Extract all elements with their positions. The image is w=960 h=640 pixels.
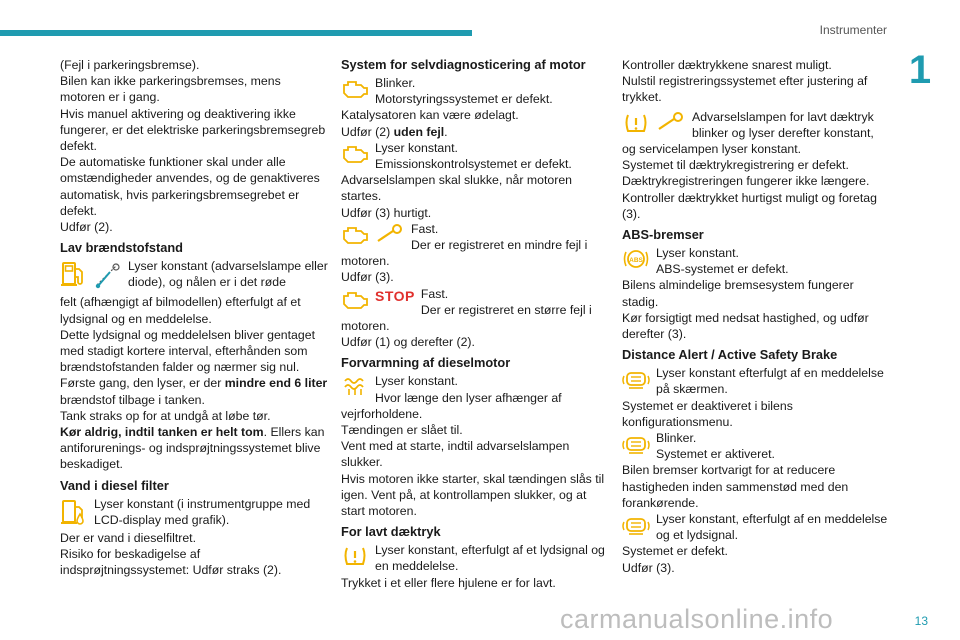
engine-icon [341, 223, 369, 249]
glow-plug-icon [341, 375, 369, 401]
fuel-never-empty: Kør aldrig, indtil tanken er helt tom. Ellers kan antiforurenings- og indsprøjtningssystemet blive beskadiget. [60, 425, 325, 472]
fuel-heading: Lav brændstofstand [60, 240, 184, 256]
stop-icon: STOP [375, 287, 415, 304]
header-accent-bar [0, 30, 472, 36]
fuel-gauge-icon [92, 260, 122, 294]
distance-alert-row-2: Blinker. Systemet er aktiveret. [622, 430, 890, 462]
abs-icon [622, 247, 650, 275]
water-in-diesel-icon [60, 498, 88, 530]
diag-major-fault-row: STOP Fast. Der er registreret en større fejl i [341, 286, 609, 318]
engine-diag-heading: System for selvdiagnosticering af motor [341, 57, 586, 72]
abs-row: ABS Lyser konstant. ABS-systemet er defekt. [622, 245, 890, 277]
tyre-pressure-icon [622, 111, 650, 141]
engine-icon [341, 142, 369, 168]
diag-minor-fault-row: Fast. Der er registreret en mindre fejl i [341, 221, 609, 253]
water-diesel-row: Lyser konstant (i instrumentgruppe med LCD-display med grafik). [60, 496, 328, 530]
distance-alert-icon [622, 432, 650, 462]
tpms-fault-row: Advarselslampen for lavt dæktryk blinker og lyser derefter konstant, [622, 109, 890, 141]
engine-icon [341, 288, 369, 314]
fuel-first-time: Første gang, den lyser, er der mindre end 6 liter brændstof tilbage i tanken. [60, 376, 328, 407]
tyre-pressure-heading: For lavt dæktryk [341, 524, 441, 540]
engine-icon [341, 77, 369, 103]
section-title: Instrumenter [819, 23, 887, 37]
diag-emission-row: Lyser konstant. Emissionskontrolsystemet er defekt. [341, 140, 609, 172]
fuel-pump-icon [60, 260, 86, 292]
tyre-pressure-row: Lyser konstant, efterfulgt af et lydsignal og en meddelelse. [341, 542, 609, 574]
distance-alert-heading: Distance Alert / Active Safety Brake [622, 347, 838, 363]
tyre-pressure-icon [341, 544, 369, 574]
diag-blink-row: Blinker. Motorstyringssystemet er defekt. [341, 75, 609, 107]
glow-plug-row: Lyser konstant. Hvor længe den lyser afhænger af [341, 373, 609, 405]
distance-alert-row-3: Lyser konstant, efterfulgt af en meddelelse og et lydsignal. [622, 511, 890, 543]
page-number: 13 [914, 614, 928, 628]
column-1: (Fejl i parkeringsbremse). Bilen kan ikke parkeringsbremses, mens motoren er i gang. Hvis manuel aktivering og deaktivering ikke fungerer, er det elektriske parkeringsbremsegreb defekt. De automatiske funktioner skal under alle omstændigheder anvendes, og de genaktiveres automatisk, hvis parkeringsbremsegrebet er defekt. Udfør (2). Lav brændstofstand Lyser konstant (advarselslampe eller diode), og nålen er i det røde felt (afhængigt af bilmodellen) efterfulgt af et lydsignal og en meddelelse. Dette lydsignal og meddelelsen bliver gentaget med stadigt kortere interval, efterhånden som brændstofstanden falder og nærmer sig nul. Første gang, den lyser, er der mindre end 6 liter brændstof tilbage i tanken. Tank straks op for at undgå at løbe tør. Kør aldrig, indtil tanken er helt tom. Ellers kan antiforurenings- og indsprøjtningssystemet blive beskadiget. Vand i diesel filter Lyser konstant (i instrumentgruppe med LCD-display med grafik). Der er vand i dieselfiltret. Risiko for beskadigelse af indsprøjtningssystemet: Udfør straks (2). [60, 58, 328, 578]
fuel-icon-description: Lyser konstant (advarselslampe eller diode), og nålen er i det røde [128, 259, 328, 290]
fuel-warning-row [60, 258, 328, 294]
glow-plug-heading: Forvarmning af dieselmotor [341, 355, 511, 371]
wrench-icon [375, 223, 405, 249]
distance-alert-icon [622, 367, 650, 397]
svg-text:ABS: ABS [629, 257, 643, 265]
chapter-number: 1 [908, 48, 932, 92]
column-2: System for selvdiagnosticering af motor Blinker. Motorstyringssystemet er defekt. Katalysatoren kan være ødelagt. Udfør (2) uden fejl. Lyser konstant. Emissionskontrolsystemet er defekt. Advarselslampen skal slukke, når motoren startes. Udfør (3) hurtigt. Fast. Der er registreret en mindre fejl i motoren. Udfør (3). STOP Fast. Der er registreret en større fejl i motoren. Udfør (1) og derefter (2). Forvarmning af dieselmotor Lyser konstant. Hvor længe den lyser afhænger af vejrforholdene. Tændingen er slået til. Vent med at starte, indtil advarselslampen slukker. Hvis motoren ikke starter, skal tændingen slås til igen. Vent på, at kontrollampen slukker, og at start motoren. For lavt dæktryk Lyser konstant, efterfulgt af et lydsignal og en meddelelse. Trykket i et eller flere hjulene er for lavt. [341, 57, 609, 591]
distance-alert-icon [622, 513, 650, 543]
column-3: Kontroller dæktrykkene snarest muligt. Nulstil registreringssystemet efter justering af trykket. Advarselslampen for lavt dæktryk blinker og lyser derefter konstant, og servicelampen lyser konstant. Systemet til dæktrykregistrering er defekt. Dæktrykregistreringen fungerer ikke længere. Kontroller dæktrykket hurtigst muligt og foretag (3). ABS-bremser ABS Lyser konstant. ABS-systemet er defekt. Bilens almindelige bremsesystem fungerer stadig. Kør forsigtigt med nedsat hastighed, og udfør derefter (3). Distance Alert / Active Safety Brake Lyser konstant efterfulgt af en meddelelse på skærmen. Systemet er deaktiveret i bilens konfigurationsmenu. Blinker. Systemet er aktiveret. Bilen bremser kortvarigt for at reducere hastigheden inden sammenstød med den forankørende. Lyser konstant, efterfulgt af en meddelelse og et lydsignal. Systemet er defekt. Udfør (3). [622, 57, 890, 576]
water-diesel-heading: Vand i diesel filter [60, 477, 169, 493]
abs-heading: ABS-bremser [622, 227, 704, 243]
distance-alert-row-1: Lyser konstant efterfulgt af en meddelelse på skærmen. [622, 365, 890, 397]
parking-brake-text: (Fejl i parkeringsbremse). Bilen kan ikke parkeringsbremses, mens motoren er i gang. Hvis manuel aktivering og deaktivering ikke fungerer, er det elektriske parkeringsbremsegreb defekt. De automatiske funktioner skal under alle omstændigheder anvendes, og de genaktiveres automatisk, hvis parkeringsbremsegrebet er defekt. Udfør (2). [60, 58, 326, 235]
service-wrench-icon [656, 111, 686, 137]
watermark: carmanualsonline.info [560, 604, 834, 634]
